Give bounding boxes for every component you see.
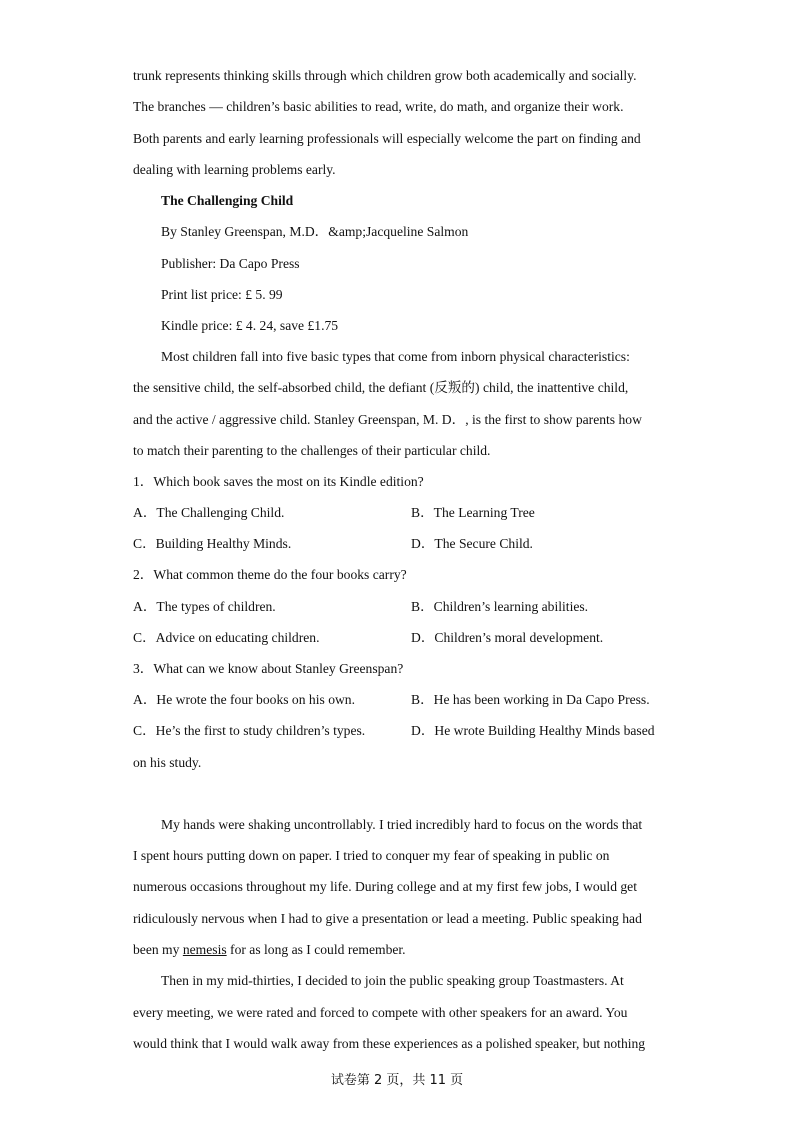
- page-footer: 试卷第 2 页，共 11 页: [330, 1073, 464, 1088]
- question-stem: 2．What common theme do the four books carry?: [133, 567, 407, 582]
- option-c: C．Building Healthy Minds.: [133, 536, 292, 551]
- option-d: D．Children’s moral development.: [411, 630, 604, 645]
- passage-line: Both parents and early learning professionals will especially welcome the part on finding and: [133, 131, 641, 146]
- passage-line: ridiculously nervous when I had to give a presentation or lead a meeting. Public speaking had: [133, 911, 642, 926]
- book-title: The Challenging Child: [161, 193, 294, 208]
- option-d: D．The Secure Child.: [411, 536, 533, 551]
- passage-line: every meeting, we were rated and forced to compete with other speakers for an award. You: [133, 1005, 628, 1020]
- passage-line: Then in my mid-thirties, I decided to join the public speaking group Toastmasters. At: [161, 973, 624, 988]
- book-kindle-price: Kindle price: £ 4. 24, save £1.75: [161, 318, 339, 333]
- passage-line: The branches — children’s basic abilities to read, write, do math, and organize their work.: [133, 99, 624, 114]
- passage-line: numerous occasions throughout my life. During college and at my first few jobs, I would get: [133, 879, 637, 894]
- question-stem: 3．What can we know about Stanley Greenspan?: [133, 661, 404, 676]
- passage-text: for as long as I could remember.: [226, 942, 406, 957]
- passage-line: would think that I would walk away from these experiences as a polished speaker, but nothing: [133, 1036, 646, 1051]
- passage-line: I spent hours putting down on paper. I tried to conquer my fear of speaking in public on: [133, 848, 610, 863]
- option-b: B．Children’s learning abilities.: [411, 599, 589, 614]
- passage-line: trunk represents thinking skills through which children grow both academically and socially.: [133, 68, 637, 83]
- passage-line: [133, 941, 406, 959]
- option-d-continued: on his study.: [133, 755, 202, 770]
- passage-line: dealing with learning problems early.: [133, 162, 336, 177]
- option-a: A．The types of children.: [133, 599, 276, 614]
- passage-line: My hands were shaking uncontrollably. I tried incredibly hard to focus on the words that: [161, 817, 643, 832]
- option-c: C．He’s the first to study children’s types.: [133, 723, 366, 738]
- option-b: B．He has been working in Da Capo Press.: [411, 692, 650, 707]
- option-a: A．The Challenging Child.: [133, 505, 285, 520]
- underlined-word: nemesis: [182, 942, 227, 957]
- option-c: C．Advice on educating children.: [133, 630, 320, 645]
- book-description-line: to match their parenting to the challenges of their particular child.: [133, 443, 491, 458]
- option-d: D．He wrote Building Healthy Minds based: [411, 723, 655, 738]
- book-description-line: and the active / aggressive child. Stanley Greenspan, M. D．, is the first to show parents how: [133, 412, 642, 427]
- book-print-price: Print list price: £ 5. 99: [161, 287, 283, 302]
- book-description-line: Most children fall into five basic types that come from inborn physical characteristics:: [161, 349, 630, 364]
- question-stem: 1．Which book saves the most on its Kindle edition?: [133, 474, 424, 489]
- book-author: By Stanley Greenspan, M.D．&amp;Jacqueline Salmon: [161, 224, 469, 239]
- passage-text: been my: [133, 942, 183, 957]
- option-a: A．He wrote the four books on his own.: [133, 692, 356, 707]
- book-description-line: the sensitive child, the self-absorbed child, the defiant (反叛的) child, the inattentive child,: [133, 380, 629, 395]
- book-publisher: Publisher: Da Capo Press: [161, 256, 300, 271]
- option-b: B．The Learning Tree: [411, 505, 535, 520]
